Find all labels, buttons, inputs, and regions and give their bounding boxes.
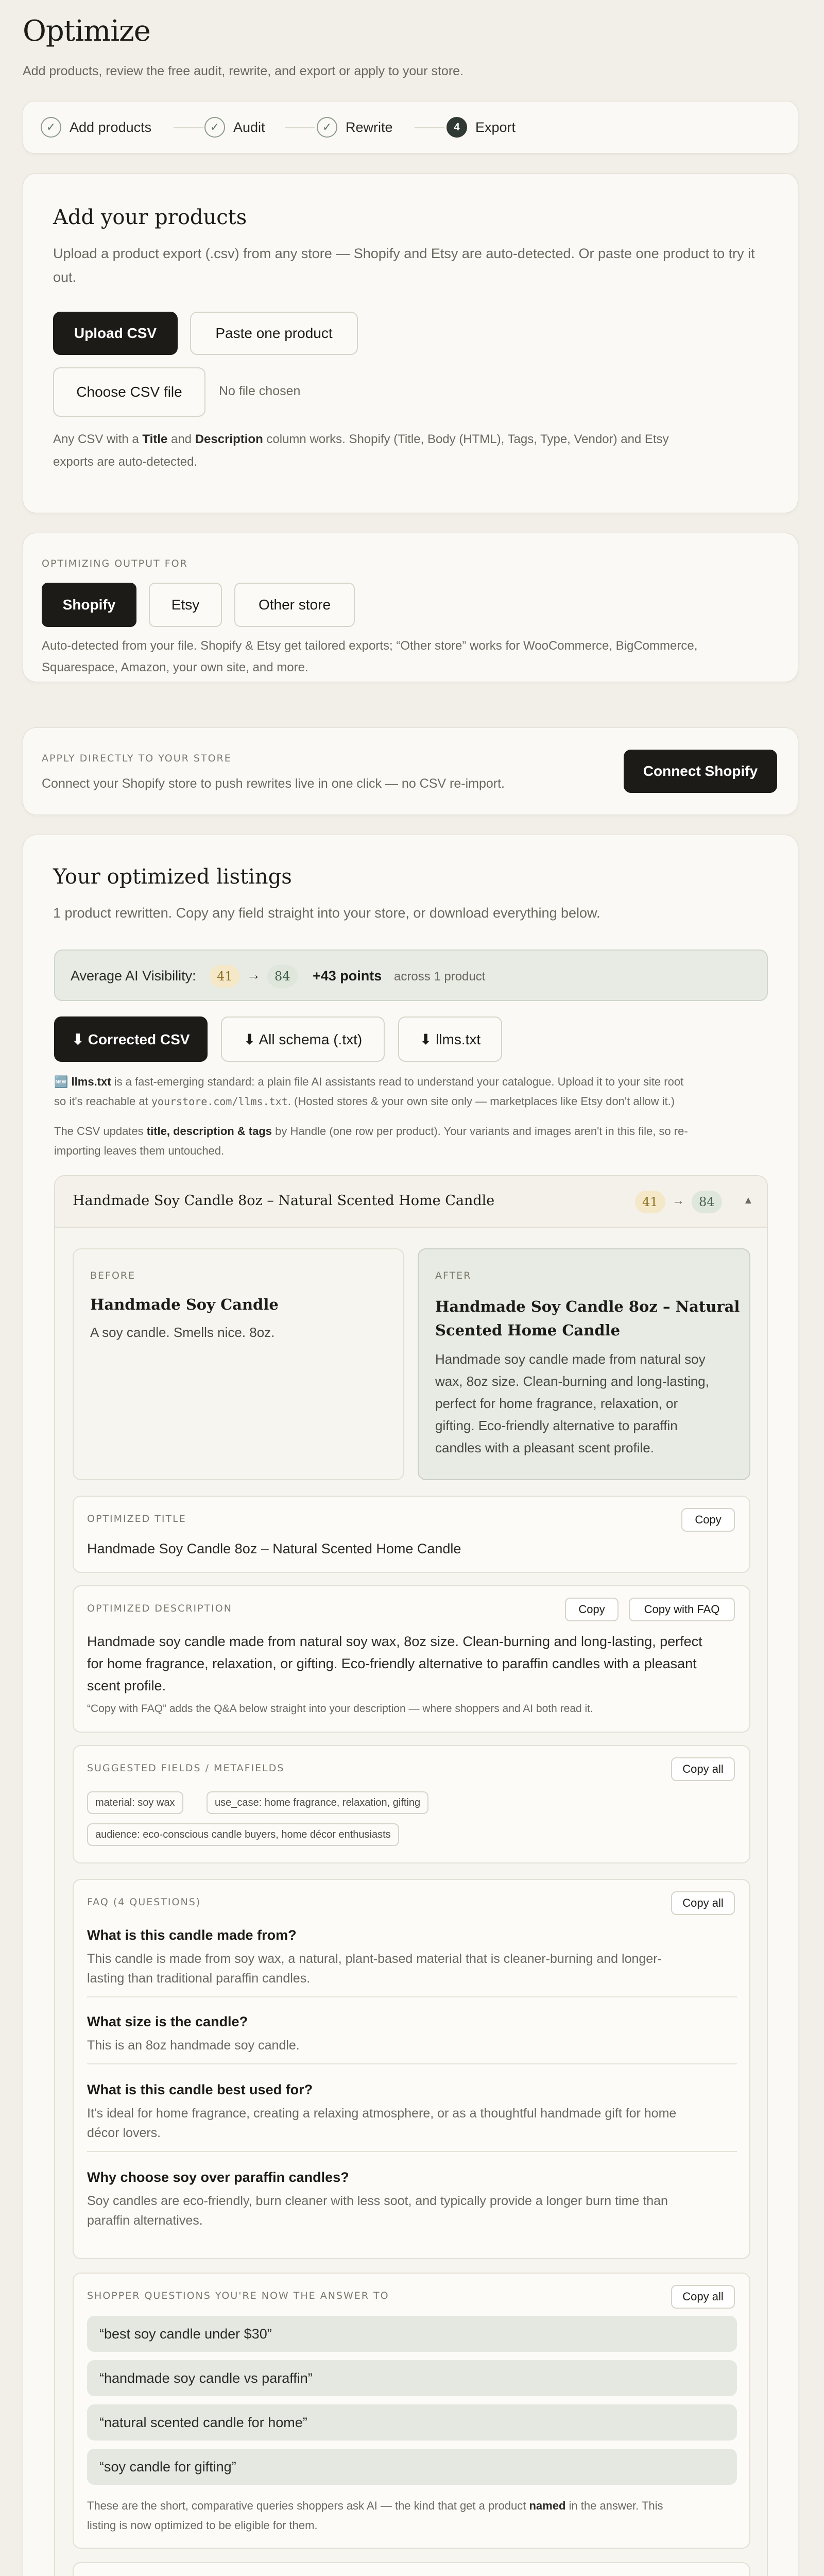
optimized-title-value: Handmade Soy Candle 8oz – Natural Scented Home Candle (87, 1541, 461, 1556)
shopper-questions-note (87, 2496, 737, 2535)
note-text: importing leaves them untouched. (54, 1144, 225, 1157)
note-text: is a fast-emerging standard: a plain file AI assistants read to understand your catalogue. Upload it to your site root (111, 1075, 684, 1088)
connect-shopify-button[interactable]: Connect Shopify (624, 750, 777, 793)
optimized-description-value (87, 1631, 702, 1697)
before-title: Handmade Soy Candle (90, 1296, 279, 1313)
step-label: Rewrite (346, 119, 393, 135)
faq-divider (87, 2063, 737, 2064)
optimized-title-card (73, 1496, 750, 1573)
check-icon: ✓ (41, 117, 61, 138)
answer-line: It's ideal for home fragrance, creating a relaxing atmosphere, or as a thoughtful handmade gift for home (87, 2106, 677, 2121)
after-label: AFTER (435, 1270, 472, 1281)
copy-with-faq-note: “Copy with FAQ” adds the Q&A below straight into your description — where shoppers and AI both read it. (87, 1703, 593, 1715)
optimized-title-label: OPTIMIZED TITLE (87, 1513, 186, 1524)
progress-stepper (23, 101, 798, 154)
score-before-badge: 41 (210, 965, 240, 988)
after-description (435, 1348, 709, 1459)
arrow-right-icon: → (672, 1194, 684, 1208)
before-panel (73, 1248, 404, 1480)
shopper-query: “soy candle for gifting” (87, 2449, 737, 2485)
copy-title-button[interactable]: Copy (681, 1508, 735, 1532)
structured-data-toggle[interactable] (73, 2562, 750, 2576)
help-text-part: exports are auto-detected. (53, 455, 198, 469)
download-all-schema-button[interactable]: ⬇ All schema (.txt) (221, 1016, 385, 1062)
output-platform-card (23, 533, 798, 682)
copy-all-queries-button[interactable]: Copy all (671, 2285, 735, 2309)
help-text-part: Any CSV with a (53, 432, 143, 446)
note-text: listing is now optimized to be eligible for them. (87, 2519, 318, 2532)
copy-all-fields-button[interactable]: Copy all (671, 1757, 735, 1781)
help-text-part: column works. Shopify (Title, Body (HTML), Tags, Type, Vendor) and Etsy (263, 432, 669, 446)
step-audit[interactable] (204, 117, 265, 138)
after-title (435, 1295, 740, 1342)
shopper-query: “handmade soy candle vs paraffin” (87, 2360, 737, 2396)
faq-question: What is this candle made from? (87, 1927, 297, 1943)
field-chip: material: soy wax (87, 1791, 183, 1814)
suggested-fields-label: SUGGESTED FIELDS / METAFIELDS (87, 1762, 285, 1774)
results-title: Your optimized listings (53, 865, 292, 889)
after-panel (418, 1248, 750, 1480)
help-text-part: and (167, 432, 195, 446)
file-status: No file chosen (219, 384, 301, 398)
ai-visibility-summary (54, 950, 768, 1001)
step-label: Add products (70, 119, 152, 135)
step-add-products[interactable] (41, 117, 151, 138)
score-after-badge: 84 (267, 965, 298, 988)
paste-one-product-button[interactable]: Paste one product (190, 312, 358, 355)
faq-label: FAQ (4 QUESTIONS) (87, 1896, 201, 1908)
download-llms-txt-button[interactable]: ⬇ llms.txt (398, 1016, 502, 1062)
note-text: by Handle (one row per product). Your variants and images aren't in this file, so re- (272, 1125, 688, 1138)
description-line: Handmade soy candle made from natural soy (435, 1351, 706, 1367)
csv-fields-keyword: title, description & tags (146, 1125, 272, 1138)
csv-update-note (54, 1122, 785, 1161)
points-gain: +43 points (313, 968, 382, 984)
shopper-questions-card (73, 2273, 750, 2549)
copy-all-faq-button[interactable]: Copy all (671, 1891, 735, 1915)
visibility-label: Average AI Visibility: (71, 968, 196, 984)
llms-txt-keyword: llms.txt (71, 1075, 111, 1088)
description-line: scent profile. (87, 1678, 166, 1693)
page-subtitle: Add products, review the free audit, rewrite, and export or apply to your store. (23, 64, 464, 78)
products-count: across 1 product (394, 970, 486, 984)
title-line: Scented Home Candle (435, 1321, 621, 1339)
faq-card (73, 1879, 750, 2259)
check-icon: ✓ (317, 117, 337, 138)
faq-divider (87, 2151, 737, 2152)
step-export[interactable] (447, 117, 516, 138)
shopper-query: “best soy candle under $30” (87, 2316, 737, 2352)
before-description: A soy candle. Smells nice. 8oz. (90, 1325, 275, 1340)
faq-answer (87, 2191, 720, 2230)
description-line: for home fragrance, relaxation, or gifting. Eco-friendly alternative to paraffin candles with a pleasant (87, 1656, 697, 1671)
before-label: BEFORE (90, 1270, 136, 1281)
answer-line: décor lovers. (87, 2126, 161, 2140)
check-icon: ✓ (204, 117, 225, 138)
product-result (54, 1175, 768, 2576)
step-label: Export (475, 119, 516, 135)
description-line: wax, 8oz size. Clean-burning and long-lasting, (435, 1374, 709, 1389)
answer-line: lasting than traditional paraffin candles. (87, 1971, 311, 1986)
note-text: The CSV updates (54, 1125, 147, 1138)
new-badge-icon: 🆕 (54, 1075, 68, 1088)
faq-answer (87, 2104, 720, 2143)
optimized-description-card (73, 1585, 750, 1733)
faq-question: Why choose soy over paraffin candles? (87, 2170, 349, 2185)
add-products-title: Add your products (53, 206, 247, 229)
product-score-after: 84 (692, 1191, 722, 1213)
product-score-before: 41 (635, 1191, 665, 1213)
step-number-icon: 4 (447, 117, 467, 138)
note-text: in the answer. This (565, 2499, 663, 2512)
copy-description-button[interactable]: Copy (565, 1598, 619, 1621)
llms-txt-note (54, 1072, 785, 1111)
description-line: Handmade soy candle made from natural soy wax, 8oz size. Clean-burning and long-lasting, perfect (87, 1634, 702, 1649)
add-products-description: Upload a product export (.csv) from any store — Shopify and Etsy are auto-detected. Or paste one product to try it out. (53, 246, 755, 285)
faq-question: What is this candle best used for? (87, 2082, 313, 2097)
faq-divider (87, 1996, 737, 1997)
choose-csv-file-button[interactable]: Choose CSV file (53, 367, 205, 417)
download-corrected-csv-button[interactable]: ⬇ Corrected CSV (54, 1016, 208, 1062)
faq-question: What size is the candle? (87, 2014, 248, 2029)
field-chip: audience: eco-conscious candle buyers, home décor enthusiasts (87, 1823, 399, 1846)
step-label: Audit (233, 119, 265, 135)
note-text: . (Hosted stores & your own site only — marketplaces like Etsy don't allow it.) (287, 1095, 675, 1108)
named-keyword: named (529, 2499, 566, 2512)
results-summary: 1 product rewritten. Copy any field straight into your store, or download everything below. (53, 905, 600, 921)
apply-description: Connect your Shopify store to push rewrites live in one click — no CSV re-import. (42, 776, 505, 791)
output-label: OPTIMIZING OUTPUT FOR (42, 558, 188, 569)
page-title: Optimize (23, 14, 150, 48)
csv-help-text (53, 428, 784, 473)
apply-to-store-card (23, 727, 798, 815)
field-chip: use_case: home fragrance, relaxation, gifting (207, 1791, 428, 1814)
help-text-line: Squarespace, Amazon, your own site, and more. (42, 660, 308, 674)
platform-option-etsy[interactable]: Etsy (149, 583, 222, 627)
help-title-keyword: Title (142, 432, 168, 446)
arrow-right-icon: → (247, 967, 261, 982)
step-connector (415, 127, 444, 128)
suggested-fields-card (73, 1745, 750, 1863)
platform-option-other[interactable]: Other store (234, 583, 355, 627)
help-text-line: Auto-detected from your file. Shopify & Etsy get tailored exports; “Other store” works for WooCommerce, BigCommerce, (42, 639, 698, 653)
description-line: perfect for home fragrance, relaxation, or (435, 1396, 678, 1411)
product-header[interactable] (55, 1176, 767, 1228)
help-description-keyword: Description (195, 432, 263, 446)
faq-answer (87, 1949, 720, 1988)
output-help-text (42, 635, 783, 679)
note-text: These are the short, comparative queries shoppers ask AI — the kind that get a product (87, 2499, 529, 2512)
product-name: Handmade Soy Candle 8oz – Natural Scented Home Candle (73, 1193, 495, 1209)
title-line: Handmade Soy Candle 8oz – Natural (435, 1298, 740, 1315)
answer-line: paraffin alternatives. (87, 2213, 203, 2228)
apply-label: APPLY DIRECTLY TO YOUR STORE (42, 753, 232, 764)
copy-with-faq-button[interactable]: Copy with FAQ (629, 1598, 735, 1621)
step-rewrite[interactable] (317, 117, 393, 138)
note-text: so it's reachable at (54, 1095, 151, 1108)
faq-answer: This is an 8oz handmade soy candle. (87, 2038, 300, 2053)
optimized-listings-card (23, 835, 798, 2576)
description-line: candles with a pleasant scent profile. (435, 1440, 654, 1455)
step-connector (285, 127, 315, 128)
add-products-card (23, 173, 798, 513)
optimized-description-label: OPTIMIZED DESCRIPTION (87, 1603, 232, 1614)
shopper-questions-label: SHOPPER QUESTIONS YOU'RE NOW THE ANSWER TO (87, 2290, 389, 2301)
llms-url: yourstore.com/llms.txt (151, 1095, 288, 1108)
answer-line: Soy candles are eco-friendly, burn cleaner with less soot, and typically provide a longer burn time than (87, 2194, 668, 2208)
platform-option-shopify[interactable]: Shopify (42, 583, 136, 627)
answer-line: This candle is made from soy wax, a natural, plant-based material that is cleaner-burning and longer- (87, 1952, 662, 1966)
description-line: gifting. Eco-friendly alternative to paraffin (435, 1418, 678, 1433)
shopper-query: “natural scented candle for home” (87, 2404, 737, 2441)
chevron-up-icon[interactable]: ▲ (743, 1195, 753, 1206)
upload-csv-button[interactable]: Upload CSV (53, 312, 178, 355)
step-connector (174, 127, 203, 128)
